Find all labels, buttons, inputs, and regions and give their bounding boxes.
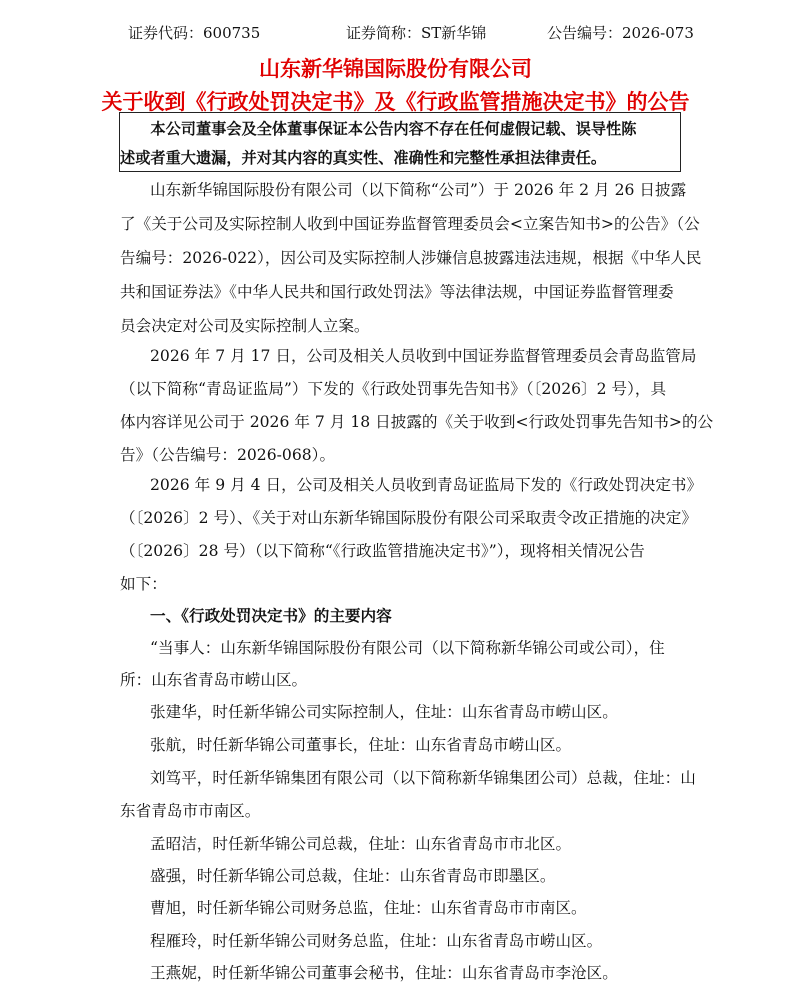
paragraph-line: 刘笃平，时任新华锦集团有限公司（以下简称新华锦集团公司）总裁，住址：山 (150, 769, 696, 787)
paragraph-line: 了《关于公司及实际控制人收到中国证券监督管理委员会<立案告知书>的公告》（公 (120, 215, 700, 233)
announcement-title: 关于收到《行政处罚决定书》及《行政监管措施决定书》的公告 (101, 90, 690, 114)
paragraph-line: 张建华，时任新华锦公司实际控制人，住址：山东省青岛市崂山区。 (150, 703, 618, 721)
paragraph-line: 告编号：2026-022），因公司及实际控制人涉嫌信息披露违法违规，根据《中华人民 (120, 249, 702, 267)
paragraph-line: 盛强，时任新华锦公司总裁，住址：山东省青岛市即墨区。 (150, 867, 556, 885)
paragraph-line: 共和国证券法》《中华人民共和国行政处罚法》等法律法规，中国证券监督管理委 (120, 283, 674, 301)
notice-line: 本公司董事会及全体董事保证本公告内容不存在任何虚假记载、误导性陈 (120, 120, 637, 138)
paragraph-line: 曹旭，时任新华锦公司财务总监，住址：山东省青岛市市南区。 (150, 899, 587, 917)
paragraph-line: （〔2026〕28 号）（以下简称“《行政监管措施决定书》”），现将相关情况公告 (120, 542, 645, 560)
paragraph-line: 王燕妮，时任新华锦公司董事会秘书，住址：山东省青岛市李沧区。 (150, 964, 618, 982)
notice-line: 述或者重大遗漏，并对其内容的真实性、准确性和完整性承担法律责任。 (120, 149, 606, 167)
paragraph-line: （〔2026〕2 号）、《关于对山东新华锦国际股份有限公司采取责令改正措施的决定》 (120, 509, 697, 527)
security-code: 证券代码：600735 (128, 24, 261, 42)
paragraph-line: 山东新华锦国际股份有限公司（以下简称“公司”）于 2026 年 2 月 26 日披露 (150, 181, 687, 199)
paragraph-line: 员会决定对公司及实际控制人立案。 (120, 317, 370, 335)
section-heading: 一、《行政处罚决定书》的主要内容 (150, 607, 392, 625)
document-header (0, 22, 791, 44)
paragraph-line: 所：山东省青岛市崂山区。 (120, 671, 308, 689)
announcement-number: 公告编号：2026-073 (547, 24, 694, 42)
paragraph-line: 体内容详见公司于 2026 年 7 月 18 日披露的《关于收到<行政处罚事先告知书>的公 (120, 413, 714, 431)
paragraph-line: （以下简称“青岛证监局”）下发的《行政处罚事先告知书》（〔2026〕2 号），具 (120, 380, 667, 398)
board-notice-box (119, 112, 681, 172)
paragraph-line: 告》（公告编号：2026-068）。 (120, 446, 336, 464)
company-name: 山东新华锦国际股份有限公司 (259, 57, 532, 81)
paragraph-line: 如下： (120, 575, 167, 593)
paragraph-line: 2026 年 9 月 4 日，公司及相关人员收到青岛证监局下发的《行政处罚决定书》 (150, 476, 703, 494)
paragraph-line: 程雁玲，时任新华锦公司财务总监，住址：山东省青岛市崂山区。 (150, 932, 603, 950)
paragraph-line: 张航，时任新华锦公司董事长，住址：山东省青岛市崂山区。 (150, 736, 572, 754)
paragraph-line: 东省青岛市市南区。 (120, 802, 261, 820)
paragraph-line: 2026 年 7 月 17 日，公司及相关人员收到中国证券监督管理委员会青岛监管局 (150, 347, 697, 365)
paragraph-line: 孟昭洁，时任新华锦公司总裁，住址：山东省青岛市市北区。 (150, 835, 572, 853)
security-abbreviation: 证券简称：ST新华锦 (346, 24, 487, 42)
paragraph-line: “当事人：山东新华锦国际股份有限公司（以下简称新华锦公司或公司），住 (150, 639, 665, 657)
